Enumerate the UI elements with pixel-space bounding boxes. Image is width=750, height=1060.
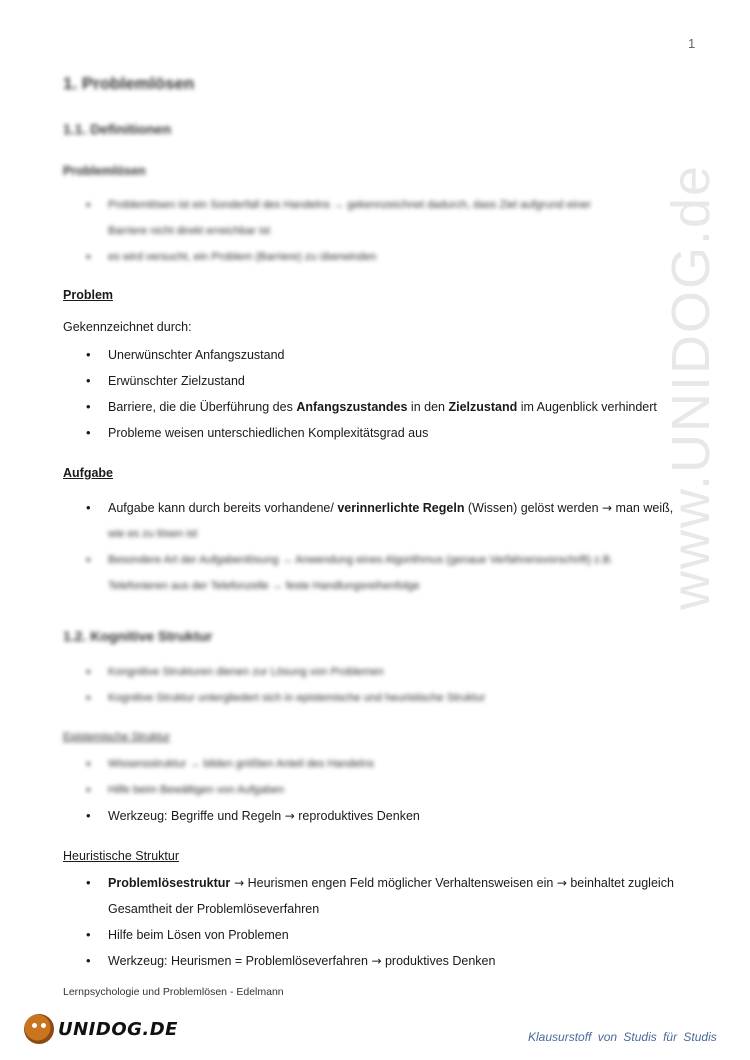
tagline: Klausurstoff von Studis für Studis bbox=[528, 1030, 717, 1044]
text: Heurismen engen Feld möglicher Verhaltensweisen ein bbox=[244, 876, 557, 890]
list-item: wie es zu lösen ist bbox=[108, 528, 198, 540]
unidog-logo[interactable] bbox=[24, 1014, 178, 1044]
heading-kognitive-struktur: 1.2. Kognitive Struktur bbox=[63, 628, 213, 644]
footer-text: Lernpsychologie und Problemlösen - Edelmann bbox=[63, 986, 284, 998]
list-item bbox=[0, 495, 690, 521]
section-title-heuristisch: Heuristische Struktur bbox=[63, 849, 180, 863]
text: produktives Denken bbox=[381, 954, 496, 968]
list-kognitive-struktur bbox=[0, 659, 690, 711]
text-bold: verinnerlichte Regeln bbox=[337, 501, 465, 515]
text: im Augenblick verhindert bbox=[517, 400, 657, 414]
text: Werkzeug: Begriffe und Regeln bbox=[108, 809, 285, 823]
arrow-icon: → bbox=[284, 809, 295, 823]
heading-problemloesen: 1. Problemlösen bbox=[63, 74, 195, 93]
list-item: • Problemlösen ist ein Sonderfall des Handelns → gekennzeichnet dadurch, dass Ziel aufgrund einer bbox=[0, 192, 690, 218]
page-number: 1 bbox=[688, 36, 696, 51]
list-item bbox=[0, 870, 690, 896]
section-title-epistemisch: Epistemische Struktur bbox=[63, 731, 170, 743]
list-item: • Hilfe beim Bewältigen von Aufgaben bbox=[0, 777, 690, 803]
list-problemloesen bbox=[0, 192, 690, 270]
section-title-problem: Problem bbox=[63, 288, 114, 302]
list-item: • es wird versucht, ein Problem (Barriere) zu überwinden bbox=[0, 244, 690, 270]
arrow-icon: → bbox=[371, 954, 382, 968]
arrow-icon: → bbox=[230, 876, 245, 890]
text: beinhaltet zugleich bbox=[566, 876, 674, 890]
list-item: • Kongnitive Strukturen dienen zur Lösung von Problemen bbox=[0, 659, 690, 685]
list-item: • Erwünschter Zielzustand bbox=[0, 368, 690, 394]
list-problem bbox=[0, 342, 690, 446]
watermark: www.UNIDOG.de bbox=[661, 163, 721, 610]
list-item bbox=[0, 803, 690, 829]
section-title-problemloesen: Problemlösen bbox=[63, 164, 146, 178]
text-bold: Anfangszustandes bbox=[296, 400, 408, 414]
list-item bbox=[0, 948, 690, 974]
text: Aufgabe kann durch bereits vorhandene/ bbox=[108, 501, 338, 515]
text: reproduktives Denken bbox=[294, 809, 420, 823]
logo-text: UNIDOG.DE bbox=[58, 1018, 178, 1040]
list-item: • Wissensstruktur → bilden größten Anteil des Handelns bbox=[0, 751, 690, 777]
heading-definitionen: 1.1. Definitionen bbox=[63, 121, 172, 137]
list-item: • Kognitive Struktur untergliedert sich in epistemische und heuristische Struktur bbox=[0, 685, 690, 711]
list-epistemisch bbox=[0, 751, 690, 829]
section-title-aufgabe: Aufgabe bbox=[63, 466, 113, 480]
list-item bbox=[0, 394, 690, 420]
text: Werkzeug: Heurismen = Problemlöseverfahren bbox=[108, 954, 372, 968]
list-item: • Unerwünschter Anfangszustand bbox=[0, 342, 690, 368]
list-item: Telefonieren aus der Telefonzelle → feste Handlungsreihenfolge bbox=[108, 580, 420, 592]
text: (Wissen) gelöst werden bbox=[464, 501, 603, 515]
text: man weiß, bbox=[612, 501, 674, 515]
text: in den bbox=[407, 400, 449, 414]
list-aufgabe bbox=[0, 495, 690, 599]
list-item: • Besondere Art der Aufgabenlösung → Anwendung eines Algorithmus (genaue Verfahrensvorschrift) z.B. bbox=[0, 547, 690, 573]
list-item: Gesamtheit der Problemlöseverfahren bbox=[108, 902, 320, 916]
list-heuristisch bbox=[0, 870, 690, 974]
problem-intro: Gekennzeichnet durch: bbox=[63, 320, 192, 334]
text: Barriere, die die Überführung des bbox=[108, 400, 297, 414]
arrow-icon: → bbox=[602, 501, 613, 515]
text-bold: Zielzustand bbox=[448, 400, 518, 414]
list-item: • Hilfe beim Lösen von Problemen bbox=[0, 922, 690, 948]
text-bold: Problemlösestruktur bbox=[108, 876, 231, 890]
list-item: Barriere nicht direkt erreichbar ist bbox=[108, 225, 271, 237]
arrow-icon: → bbox=[556, 876, 567, 890]
list-item: • Probleme weisen unterschiedlichen Komplexitätsgrad aus bbox=[0, 420, 690, 446]
dog-icon bbox=[24, 1014, 54, 1044]
